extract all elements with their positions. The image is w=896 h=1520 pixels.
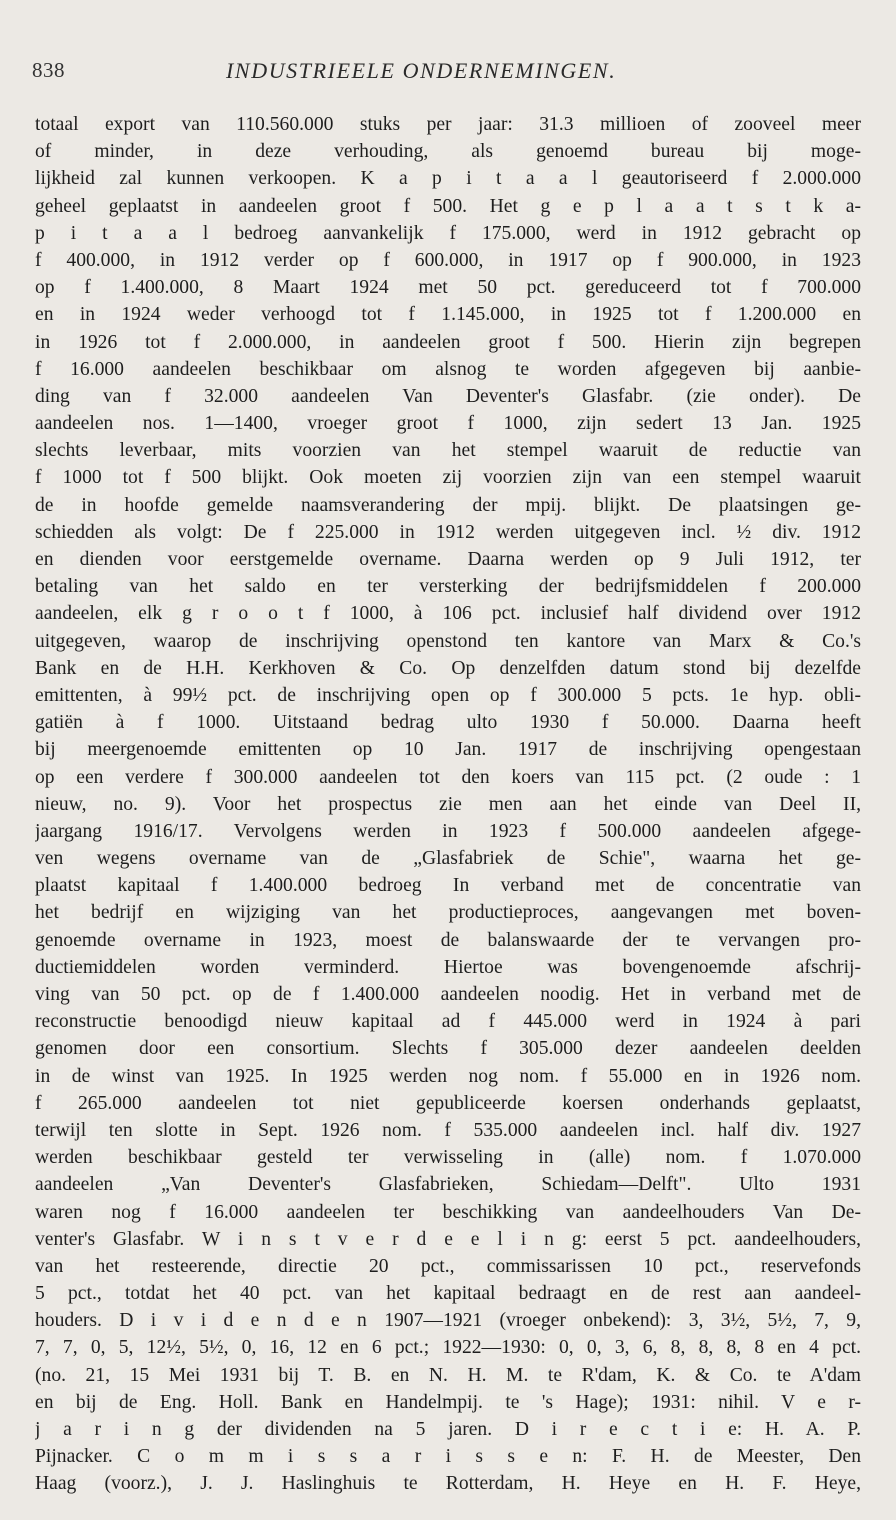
text-line: j a r i n g der dividenden na 5 jaren. D i r e c t i e: H. A. P. — [35, 1419, 861, 1440]
text-line: p i t a a l bedroeg aanvankelijk f 175.000, werd in 1912 gebracht op — [35, 222, 861, 244]
text-line: ven wegens overname van de „Glasfabriek de Schie", waarna het ge- — [35, 848, 861, 870]
text-line: slechts leverbaar, mits voorzien van het stempel waaruit de reductie van — [35, 440, 861, 462]
text-line: van het resteerende, directie 20 pct., commissarissen 10 pct., reservefonds — [35, 1255, 861, 1277]
text-line: of minder, in deze verhouding, als genoemd bureau bij moge- — [35, 141, 861, 163]
text-line: houders. D i v i d e n d e n 1907—1921 (vroeger onbekend): 3, 3½, 5½, 7, 9, — [35, 1310, 861, 1332]
text-line: venter's Glasfabr. W i n s t v e r d e e l i n g: eerst 5 pct. aandeelhouders, — [35, 1228, 861, 1250]
text-line: Bank en de H.H. Kerkhoven & Co. Op denzelfden datum stond bij dezelfde — [35, 657, 861, 679]
text-line: lijkheid zal kunnen verkoopen. K a p i t a a l geautoriseerd f 2.000.000 — [35, 168, 861, 190]
text-line: werden beschikbaar gesteld ter verwisseling in (alle) nom. f 1.070.000 — [35, 1147, 861, 1169]
text-line: op f 1.400.000, 8 Maart 1924 met 50 pct. gereduceerd tot f 700.000 — [35, 277, 861, 299]
text-line: aandeelen „Van Deventer's Glasfabrieken, Schiedam—Delft". Ulto 1931 — [35, 1174, 861, 1196]
text-line: op een verdere f 300.000 aandeelen tot den koers van 115 pct. (2 oude : 1 — [35, 766, 861, 788]
text-line: en in 1924 weder verhoogd tot f 1.145.000, in 1925 tot f 1.200.000 en — [35, 304, 861, 326]
text-line: Haag (voorz.), J. J. Haslinghuis te Rotterdam, H. Heye en H. F. Heye, — [35, 1473, 861, 1495]
text-line: emittenten, à 99½ pct. de inschrijving open op f 300.000 5 pcts. 1e hyp. obli- — [35, 684, 861, 706]
text-line: nieuw, no. 9). Voor het prospectus zie men aan het einde van Deel II, — [35, 793, 861, 815]
text-line: plaatst kapitaal f 1.400.000 bedroeg In verband met de concentratie van — [35, 875, 861, 897]
text-line: 5 pct., totdat het 40 pct. van het kapitaal bedraagt en de rest aan aandeel- — [35, 1283, 861, 1305]
text-line: en dienden voor eerstgemelde overname. Daarna werden op 9 Juli 1912, ter — [35, 549, 861, 570]
text-line: genomen door een consortium. Slechts f 305.000 dezer aandeelen deelden — [35, 1038, 861, 1060]
text-line: waren nog f 16.000 aandeelen ter beschikking van aandeelhouders Van De- — [35, 1201, 861, 1223]
body-text — [35, 111, 861, 1498]
text-line: het bedrijf en wijziging van het productieproces, aangevangen met boven- — [35, 902, 861, 924]
text-line: reconstructie benoodigd nieuw kapitaal ad f 445.000 werd in 1924 à pari — [35, 1011, 861, 1033]
text-line: en bij de Eng. Holl. Bank en Handelmpij. te 's Hage); 1931: nihil. V e r- — [35, 1391, 861, 1413]
text-line: schiedden als volgt: De f 225.000 in 1912 werden uitgegeven incl. ½ div. 1912 — [35, 521, 861, 543]
text-line: uitgegeven, waarop de inschrijving openstond ten kantore van Marx & Co.'s — [35, 630, 861, 652]
page-header — [32, 58, 862, 92]
text-line: bij meergenoemde emittenten op 10 Jan. 1917 de inschrijving opengestaan — [35, 739, 861, 761]
text-line: terwijl ten slotte in Sept. 1926 nom. f 535.000 aandeelen incl. half div. 1927 — [35, 1119, 861, 1141]
text-line: totaal export van 110.560.000 stuks per jaar: 31.3 millioen of zooveel meer — [35, 114, 861, 135]
text-line: ding van f 32.000 aandeelen Van Deventer's Glasfabr. (zie onder). De — [35, 385, 861, 407]
text-line: aandeelen, elk g r o o t f 1000, à 106 pct. inclusief half dividend over 1912 — [35, 603, 861, 625]
text-line: f 1000 tot f 500 blijkt. Ook moeten zij voorzien zijn van een stempel waaruit — [35, 467, 861, 489]
text-line: in de winst van 1925. In 1925 werden nog nom. f 55.000 en in 1926 nom. — [35, 1065, 861, 1087]
text-line: geheel geplaatst in aandeelen groot f 500. Het g e p l a a t s t k a- — [35, 195, 861, 217]
text-line: de in hoofde gemelde naamsverandering der mpij. blijkt. De plaatsingen ge- — [35, 494, 861, 516]
text-line: Pijnacker. C o m m i s s a r i s s e n: F. H. de Meester, Den — [35, 1446, 861, 1468]
text-line: f 400.000, in 1912 verder op f 600.000, in 1917 op f 900.000, in 1923 — [35, 249, 861, 271]
text-line: jaargang 1916/17. Vervolgens werden in 1923 f 500.000 aandeelen afgege- — [35, 820, 861, 842]
text-line: betaling van het saldo en ter versterking der bedrijfsmiddelen f 200.000 — [35, 576, 861, 598]
text-line: aandeelen nos. 1—1400, vroeger groot f 1000, zijn sedert 13 Jan. 1925 — [35, 413, 861, 435]
text-line: (no. 21, 15 Mei 1931 bij T. B. en N. H. M. te R'dam, K. & Co. te A'dam — [35, 1364, 861, 1386]
text-line: f 265.000 aandeelen tot niet gepubliceerde koersen onderhands geplaatst, — [35, 1092, 861, 1114]
text-line: ductiemiddelen worden verminderd. Hiertoe was bovengenoemde afschrij- — [35, 956, 861, 978]
text-line: in 1926 tot f 2.000.000, in aandeelen groot f 500. Hierin zijn begrepen — [35, 331, 861, 353]
page-number: 838 — [32, 58, 65, 82]
text-line: ving van 50 pct. op de f 1.400.000 aandeelen noodig. Het in verband met de — [35, 984, 861, 1005]
text-line: 7, 7, 0, 5, 12½, 5½, 0, 16, 12 en 6 pct.; 1922—1930: 0, 0, 3, 6, 8, 8, 8, 8 en 4 pct. — [35, 1337, 861, 1359]
text-line: gatiën à f 1000. Uitstaand bedrag ulto 1930 f 50.000. Daarna heeft — [35, 712, 861, 734]
running-title: INDUSTRIEELE ONDERNEMINGEN. — [226, 58, 617, 83]
text-line: genoemde overname in 1923, moest de balanswaarde der te vervangen pro- — [35, 929, 861, 951]
text-line: f 16.000 aandeelen beschikbaar om alsnog te worden afgegeven bij aanbie- — [35, 358, 861, 380]
